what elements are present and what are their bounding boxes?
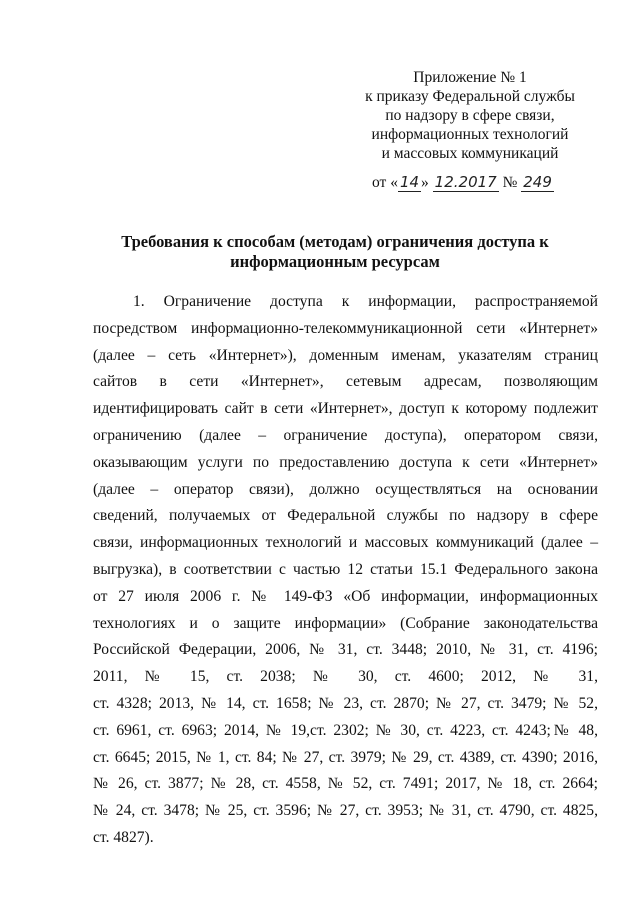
body-line: ст. 6961, ст. 6963; 2014, № 19,ст. 2302; № 30, ст. 4223, ст. 4243;№ 48,	[93, 721, 598, 739]
order-day-handwritten: 14	[399, 173, 420, 191]
body-line: (далее – оператор связи), должно осуществляться на основании	[93, 480, 598, 498]
appendix-line: по надзору в сфере связи,	[385, 107, 555, 124]
title-line: Требования к способам (методам) ограничения доступа к	[121, 232, 549, 251]
order-date-handwritten: 12.2017	[434, 173, 497, 191]
appendix-line: и массовых коммуникаций	[381, 145, 559, 162]
body-line: Российской Федерации, 2006, № 31, ст. 3448; 2010, № 31, ст. 4196;	[93, 641, 598, 659]
order-date-line	[372, 172, 602, 193]
body-line: сайтов в сети «Интернет», сетевым адресам, позволяющим	[93, 373, 598, 391]
body-line: ст. 4827).	[93, 828, 154, 846]
body-line: ст. 4328; 2013, № 14, ст. 1658; № 23, ст. 2870; № 27, ст. 3479; № 52,	[93, 694, 598, 712]
body-line: 2011, № 15, ст. 2038; № 30, ст. 4600; 2012, № 31,	[93, 668, 598, 686]
body-line: сведений, получаемых от Федеральной службы по надзору в сфере	[93, 507, 598, 525]
appendix-header	[350, 68, 590, 163]
body-line: посредством информационно-телекоммуникационной сети «Интернет»	[93, 319, 598, 337]
title-line: информационным ресурсам	[230, 252, 440, 271]
paragraph-1	[93, 289, 598, 852]
body-line: № 26, ст. 3877; № 28, ст. 4558, № 52, ст. 7491; 2017, № 18, ст. 2664;	[93, 775, 598, 793]
order-prefix: от «	[372, 174, 398, 191]
appendix-line: к приказу Федеральной службы	[365, 88, 575, 105]
order-number-handwritten: 249	[523, 173, 552, 191]
body-line: (далее – сеть «Интернет»), доменным именам, указателям страниц	[93, 346, 598, 364]
appendix-line: Приложение № 1	[413, 69, 527, 86]
order-mid: »	[421, 174, 429, 191]
body-line: идентифицировать сайт в сети «Интернет», доступ к которому подлежит	[93, 400, 598, 418]
order-number-label: №	[502, 174, 518, 191]
body-line: связи, информационных технологий и массовых коммуникаций (далее –	[93, 534, 598, 552]
body-line: выгрузка), в соответствии с частью 12 статьи 15.1 Федерального закона	[93, 560, 598, 578]
body-line: оказывающим услуги по предоставлению доступа к сети «Интернет»	[93, 453, 598, 471]
document-title	[100, 232, 570, 272]
body-line: № 24, ст. 3478; № 25, ст. 3596; № 27, ст. 3953; № 31, ст. 4790, ст. 4825,	[93, 802, 598, 820]
body-line: 1. Ограничение доступа к информации, распространяемой	[133, 293, 598, 310]
body-line: от 27 июля 2006 г. № 149-ФЗ «Об информации, информационных	[93, 587, 598, 605]
appendix-line: информационных технологий	[371, 126, 569, 143]
body-line: ст. 6645; 2015, № 1, ст. 84; № 27, ст. 3979; № 29, ст. 4389, ст. 4390; 2016,	[93, 748, 598, 766]
body-line: технологиях и о защите информации» (Собрание законодательства	[93, 614, 598, 632]
body-line: ограничению (далее – ограничение доступа), оператором связи,	[93, 426, 598, 444]
